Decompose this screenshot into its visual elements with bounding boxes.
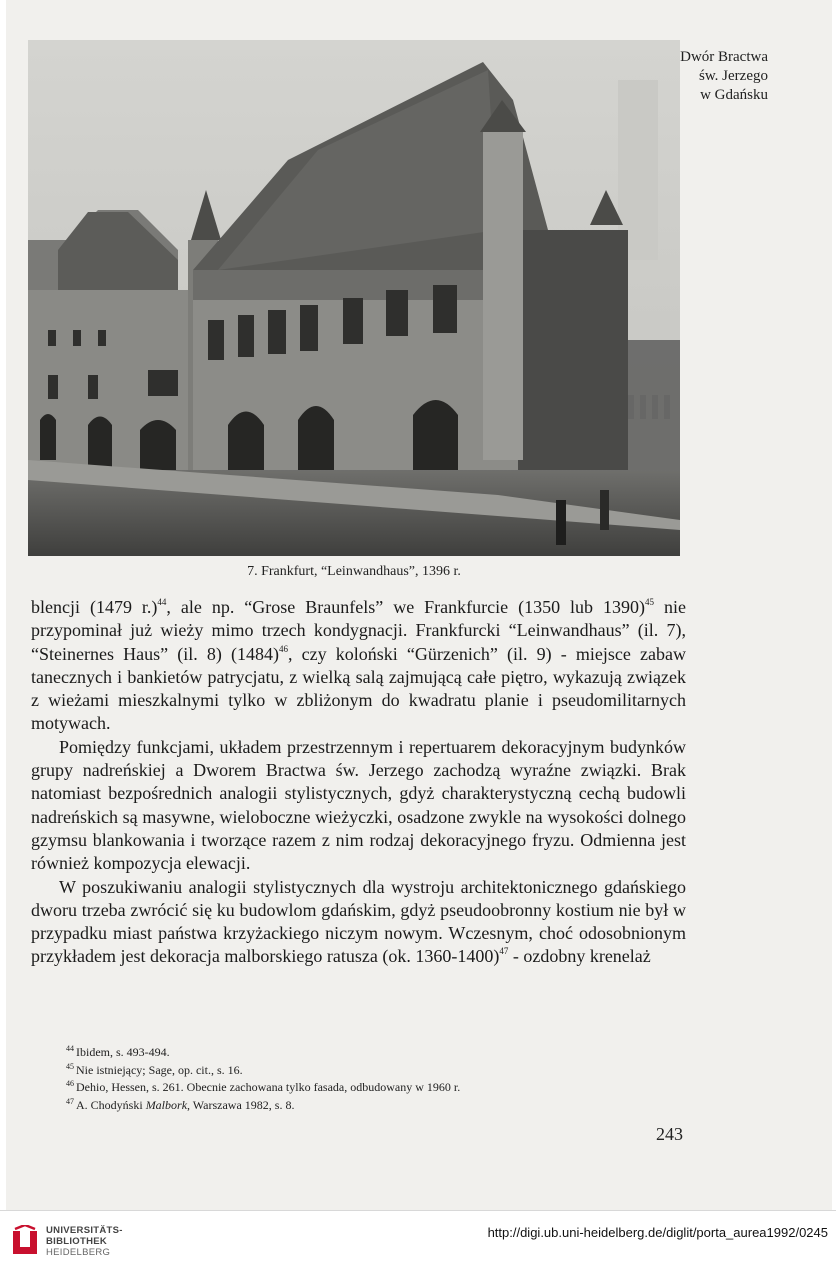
paragraph-text: nie przypominał już wieży mimo trzech kondygnacji. Frankfurcki “Leinwandhaus” (il. 7), “Steinernes Haus” (il. 8) (1484): [31, 597, 686, 664]
paragraph-text: Pomiędzy funkcjami, układem przestrzennym i repertuarem dekoracyjnym budynków grupy nadreńskiej a Dworem Bractwa św. Jerzego zachodzą wyraźne związki. Brak natomiast bezpośrednich analogii stylistycznych, gdyż charakterystyczną cechą budowli nadreńskich są masywne, wieloboczne wieżyczki, osadzone zwykle na wysokości dolnego gzymsu blankowania i tworzące razem z nim rodzaj dekoracyjnego fryzu. Odmienna jest również kompozycja elewacji.: [31, 736, 686, 874]
footnote-number: 44: [66, 1044, 74, 1053]
paragraph-text: , ale np. “Grose Braunfels” we Frankfurcie (1350 lub 1390): [166, 597, 646, 617]
paragraph-text: - ozdobny krenelaż: [508, 946, 651, 967]
footnote-number: 47: [66, 1096, 74, 1106]
body-text: [31, 596, 686, 969]
footnote: [66, 1062, 626, 1080]
footnote-number: 46: [66, 1079, 74, 1088]
logo-line: BIBLIOTHEK: [46, 1236, 108, 1247]
figure-caption: 7. Frankfurt, “Leinwandhaus”, 1396 r.: [247, 564, 461, 579]
page-number: 243: [656, 1124, 683, 1144]
footnote-text: Nie istniejący; Sage, op. cit., s. 16.: [76, 1062, 243, 1077]
footnote-title: Malbork: [145, 1097, 188, 1112]
body-paragraph: [31, 596, 686, 736]
footnote-text: Dehio, Hessen, s. 261. Obecnie zachowana tylko fasada, odbudowany w 1960 r.: [76, 1080, 461, 1094]
ub-heidelberg-logo-icon: [10, 1225, 40, 1257]
footnote: [66, 1079, 626, 1097]
footnote-text: A. Chodyński: [76, 1097, 146, 1112]
margin-note-line: Dwór Bractwa: [680, 49, 768, 65]
margin-note-line: św. Jerzego: [698, 68, 768, 84]
footnote: [66, 1044, 626, 1062]
figure-photo-leinwandhaus: [28, 40, 680, 556]
footnote-reference: 45: [645, 597, 655, 607]
body-paragraph: [31, 876, 686, 969]
building-photo-illustration: [28, 40, 680, 556]
logo-line: UNIVERSITÄTS-: [46, 1225, 123, 1236]
paragraph-text: , czy koloński “Gürzenich” (il. 9) - miejsce zabaw tanecznych i bankietów patrycjatu, z wielką salą zajmującą całe piętro, wykazują związek z wieżami mieszkalnymi tylko w zbliżonym do kwadratu planie i pseudomilitarnych motywach.: [31, 643, 686, 734]
footnote-text: , Warszawa 1982, s. 8.: [187, 1097, 295, 1112]
logo-line: HEIDELBERG: [46, 1247, 111, 1258]
footnote-reference: 47: [499, 946, 509, 957]
footnote: [66, 1097, 626, 1115]
body-paragraph: [31, 736, 686, 876]
permalink-url[interactable]: http://digi.ub.uni-heidelberg.de/diglit/porta_aurea1992/0245: [487, 1225, 828, 1240]
footnote-reference: 44: [157, 597, 167, 607]
footnote-text: Ibidem, s. 493-494.: [76, 1045, 170, 1059]
margin-note-line: w Gdańsku: [700, 87, 768, 103]
library-logo-text: [46, 1225, 123, 1258]
footnotes: [66, 1044, 626, 1114]
footnote-reference: 46: [279, 643, 288, 654]
paragraph-text: W poszukiwaniu analogii stylistycznych dla wystroju architektonicznego gdańskiego dworu trzeba zwrócić się ku budowlom gdańskim, gdyż pseudoobronny kostium nie był w przypadku miast państwa krzyżackiego niczym nowym. Wczesnym, choć odosobnionym przykładem jest dekoracja malborskiego ratusza (ok. 1360-1400): [31, 876, 686, 967]
paragraph-text: blencji (1479 r.): [31, 597, 158, 617]
footnote-number: 45: [66, 1061, 74, 1071]
footer-bar: [0, 1210, 836, 1270]
